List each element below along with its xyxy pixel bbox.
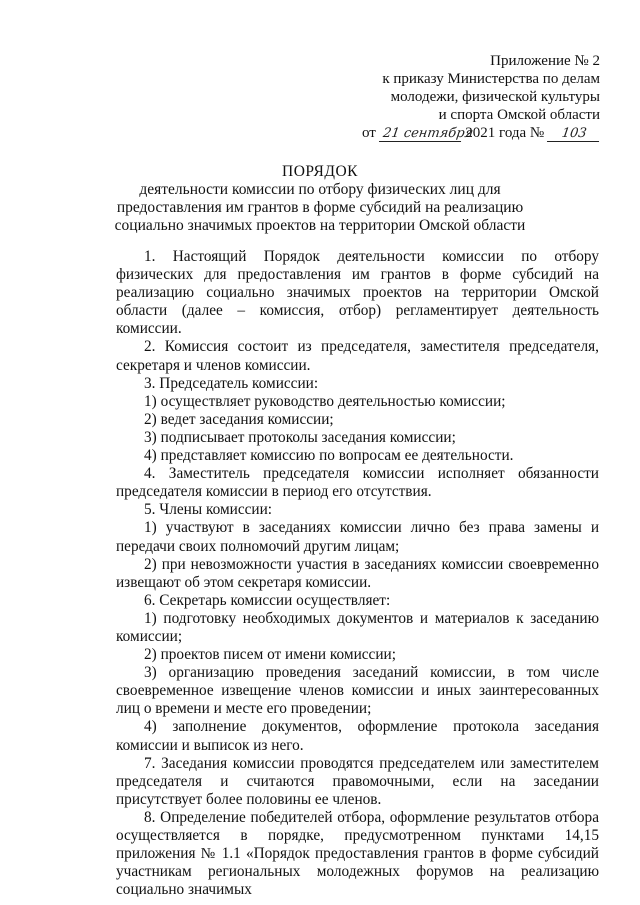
paragraph: 3. Председатель комиссии: (144, 374, 319, 392)
document-title: ПОРЯДОК (282, 163, 358, 180)
appendix-header (362, 52, 600, 142)
document-subtitle: деятельности комиссии по отбору физических лиц для предоставления им грантов в форме субсидий на реализацию социально значимых проектов на территории Омской области (114, 181, 526, 234)
date-suffix: 2021 года № (465, 125, 545, 141)
paragraph: 8. Определение победителей отбора, оформление результатов отбора осуществляется в порядке, предусмотренном пунктами 14,15 приложения № 1.1 «Порядок предоставления грантов в форме субсидий участникам региональных молодежных форумов на реализацию социально значимых (116, 808, 599, 899)
appendix-date-line (362, 124, 600, 142)
paragraph: 4. Заместитель председателя комиссии исполняет обязанности председателя комиссии в период его отсутствия. (116, 465, 599, 501)
paragraph: 3) подписывает протоколы заседания комиссии; (144, 428, 456, 446)
paragraph: 1) осуществляет руководство деятельностью комиссии; (144, 392, 506, 410)
paragraph: 6. Секретарь комиссии осуществляет: (144, 591, 391, 609)
appendix-line-3: молодежи, физической культуры (390, 89, 600, 105)
paragraph: 5. Члены комиссии: (144, 501, 273, 519)
paragraph: 4) представляет комиссию по вопросам ее деятельности. (144, 447, 514, 465)
handwritten-date: 21 сентября (378, 127, 462, 142)
document-body (116, 248, 599, 899)
appendix-line-2: к приказу Министерства по делам (382, 71, 600, 87)
paragraph: 1. Настоящий Порядок деятельности комиссии по отбору физических для предоставления им грантов в форме субсидий на реализацию социально значимых проектов на территории Омской области (далее – комиссия, отбор) регламентирует деятельность комиссии. (116, 248, 599, 338)
paragraph: 4) заполнение документов, оформление протокола заседания комиссии и выписок из него. (116, 718, 599, 754)
paragraph: 2) проектов писем от имени комиссии; (144, 646, 396, 664)
paragraph: 3) организацию проведения заседаний комиссии, в том числе своевременное извещение членов комиссии и иных заинтересованных лиц о времени и месте его проведении; (116, 664, 599, 718)
paragraph: 1) подготовку необходимых документов и материалов к заседанию комиссии; (116, 609, 599, 645)
paragraph: 2) при невозможности участия в заседаниях комиссии своевременно извещают об этом секретаря комиссии. (116, 555, 599, 591)
handwritten-order-number: 103 (547, 127, 601, 142)
date-prefix: от (361, 125, 376, 141)
paragraph: 2. Комиссия состоит из председателя, заместителя председателя, секретаря и членов комиссии. (116, 338, 599, 374)
paragraph: 2) ведет заседания комиссии; (144, 410, 334, 428)
appendix-line-1: Приложение № 2 (490, 53, 600, 69)
appendix-line-4: и спорта Омской области (438, 107, 600, 123)
paragraph: 1) участвуют в заседаниях комиссии лично без права замены и передачи своих полномочий другим лицам; (116, 519, 599, 555)
paragraph: 7. Заседания комиссии проводятся председателем или заместителем председателя и считаются правомочными, если на заседании присутствует более половины ее членов. (116, 754, 599, 808)
